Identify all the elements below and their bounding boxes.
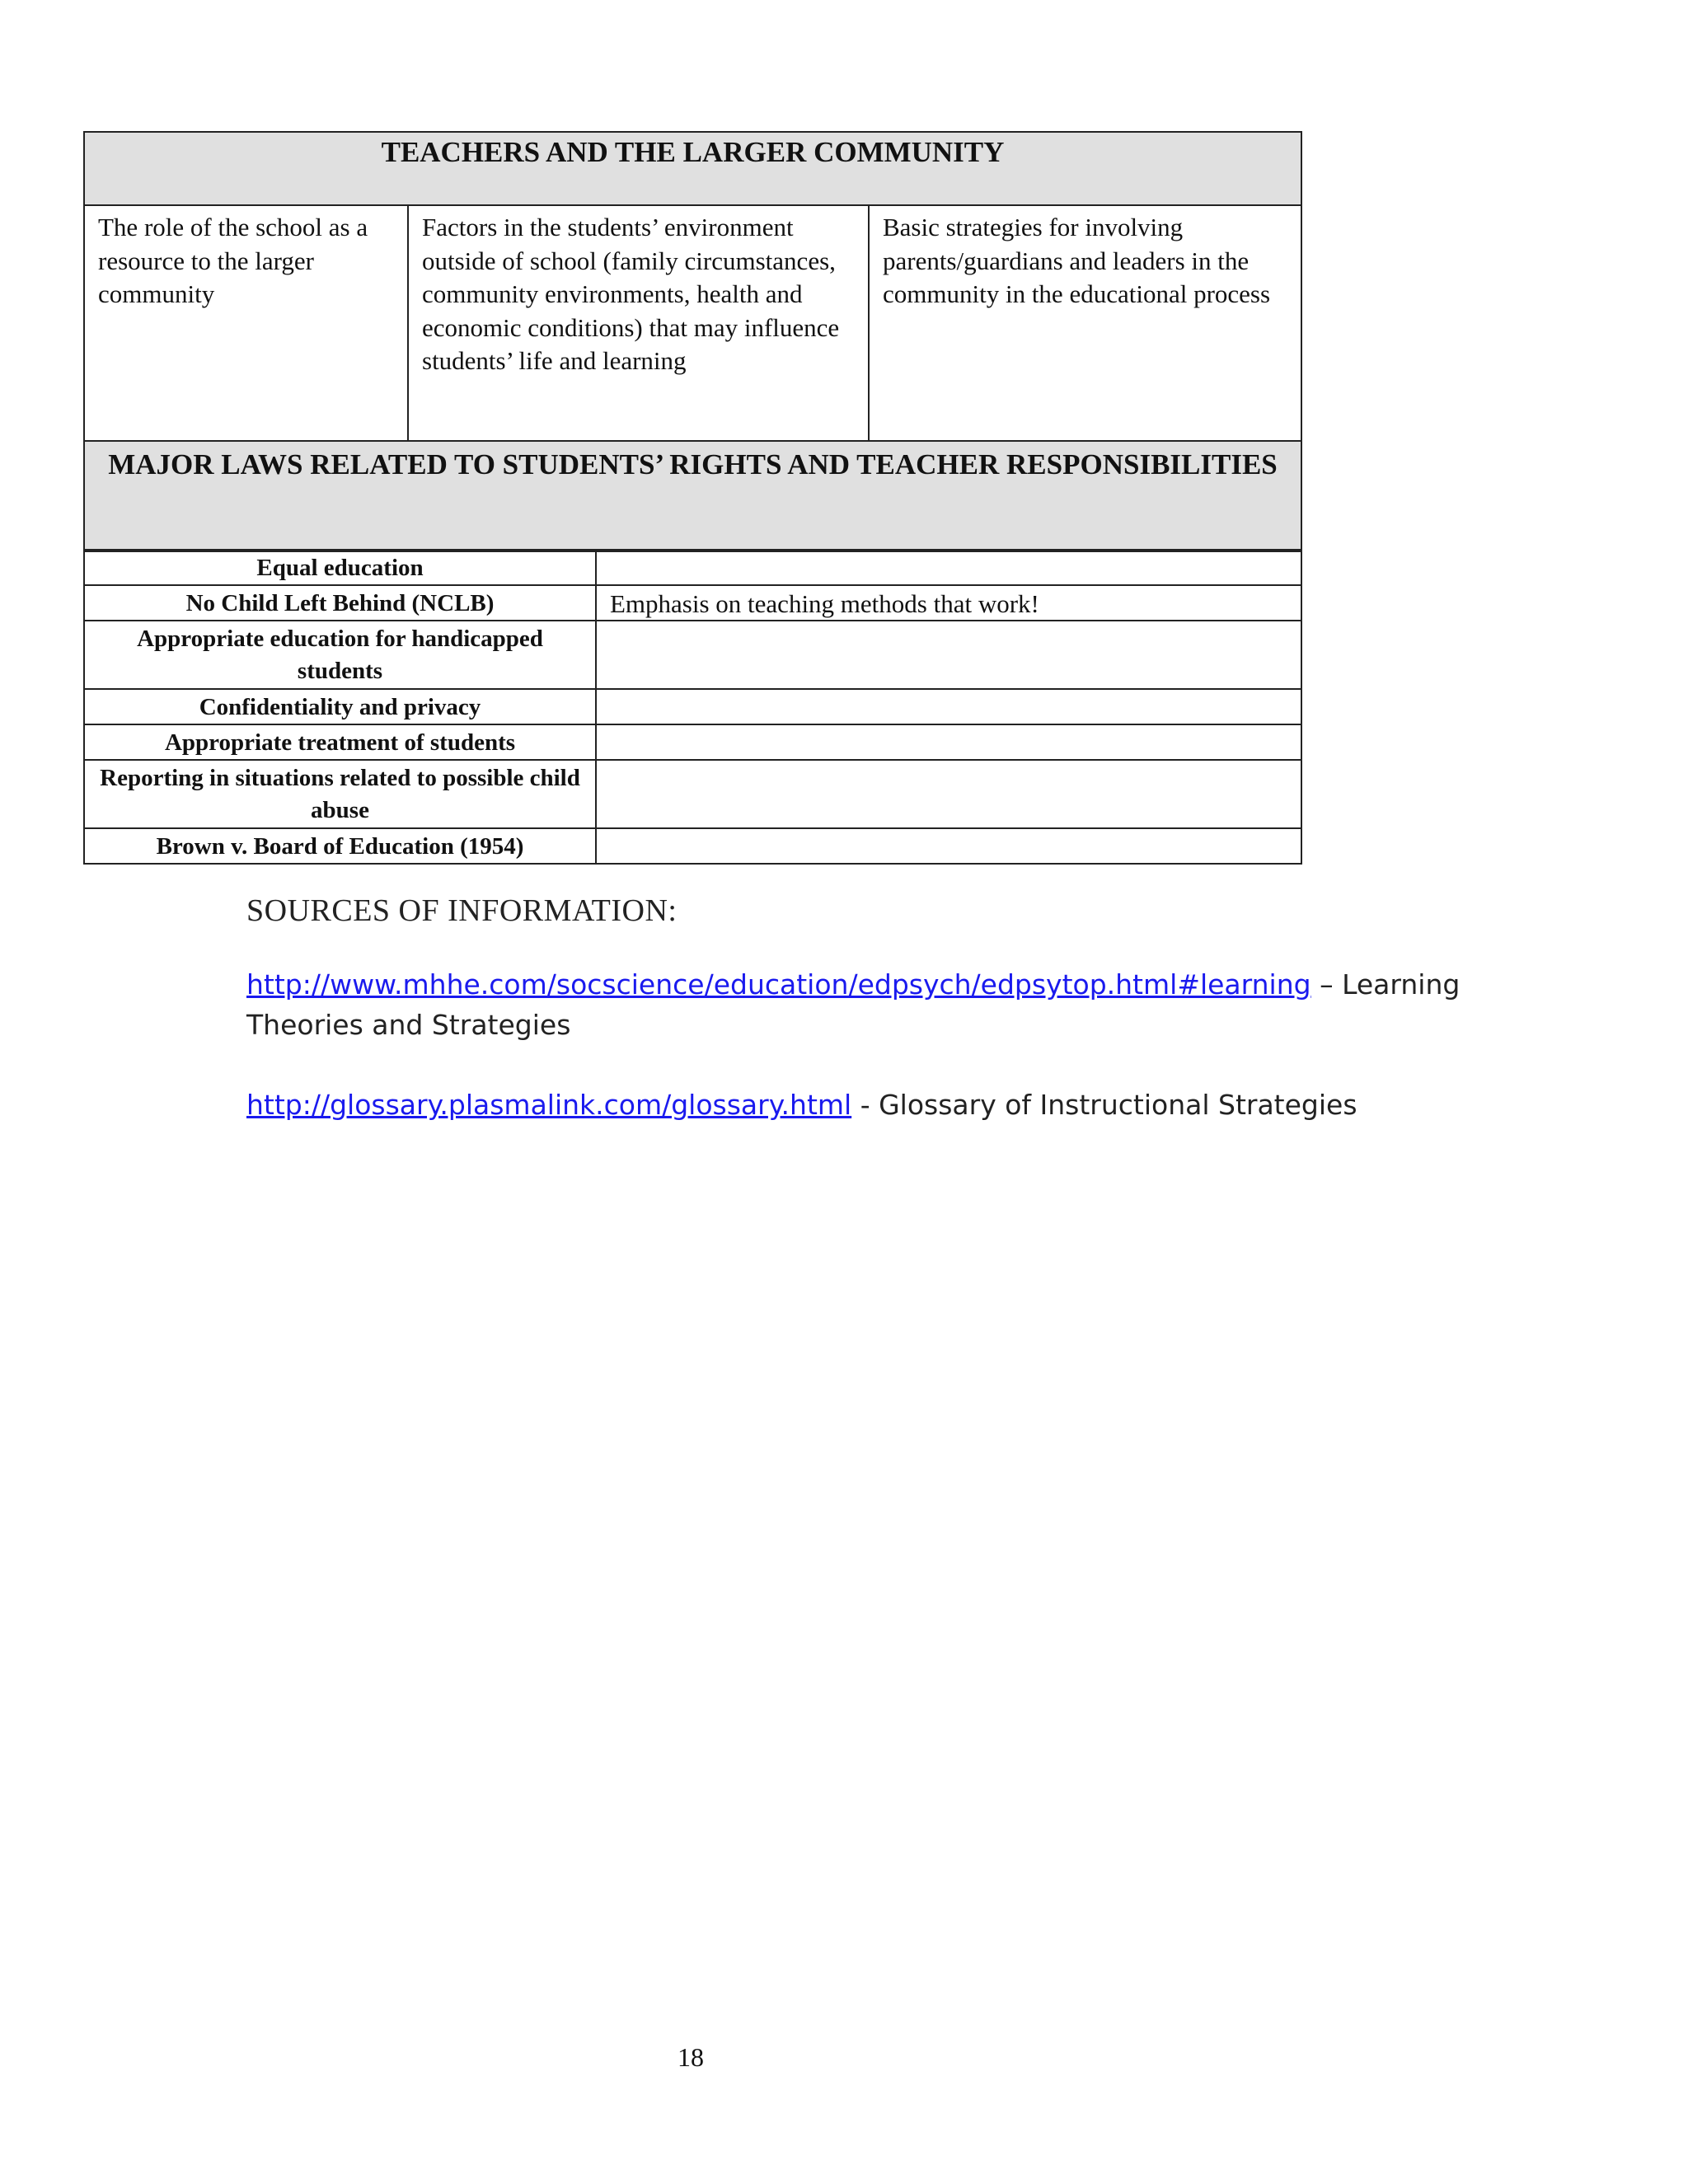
table-row [84,760,1301,828]
table-row [84,689,1301,724]
community-cell-school-role: The role of the school as a resource to the larger community [84,205,408,441]
table-row [84,724,1301,760]
source-description: - Glossary of Instructional Strategies [851,1089,1357,1121]
table-row [84,621,1301,689]
table-row [84,585,1301,621]
source-item [246,964,1565,1045]
law-description [596,621,1301,689]
sources-title: SOURCES OF INFORMATION: [246,893,678,928]
laws-table [83,549,1302,865]
law-description [596,550,1301,585]
community-cell-environment-factors: Factors in the students’ environment outside of school (family circumstances, community environments, health and economic conditions) that may influence students’ life and learning [408,205,869,441]
law-description [596,760,1301,828]
law-name: Reporting in situations related to possible child abuse [84,760,596,828]
community-table-title: TEACHERS AND THE LARGER COMMUNITY [84,132,1301,205]
community-cell-involvement-strategies: Basic strategies for involving parents/guardians and leaders in the community in the educational process [869,205,1301,441]
law-name: Equal education [84,550,596,585]
law-description [596,828,1301,864]
law-name: Appropriate treatment of students [84,724,596,760]
table-row [84,828,1301,864]
page-number: 18 [678,2042,704,2072]
law-description: Emphasis on teaching methods that work! [596,585,1301,621]
community-table [83,131,1302,552]
table-row [84,550,1301,585]
law-name: Confidentiality and privacy [84,689,596,724]
law-name: Appropriate education for handicapped students [84,621,596,689]
source-item [246,1085,1565,1125]
source-description: – Learning Theories and Strategies [246,968,1461,1041]
laws-table-title: MAJOR LAWS RELATED TO STUDENTS’ RIGHTS AND TEACHER RESPONSIBILITIES [84,441,1301,551]
law-name: No Child Left Behind (NCLB) [84,585,596,621]
law-name: Brown v. Board of Education (1954) [84,828,596,864]
law-description [596,724,1301,760]
law-description [596,689,1301,724]
source-link[interactable]: http://www.mhhe.com/socscience/education/edpsych/edpsytop.html#learning [246,968,1311,1001]
sources-section [246,892,1565,1165]
source-link[interactable]: http://glossary.plasmalink.com/glossary.html [246,1089,852,1121]
